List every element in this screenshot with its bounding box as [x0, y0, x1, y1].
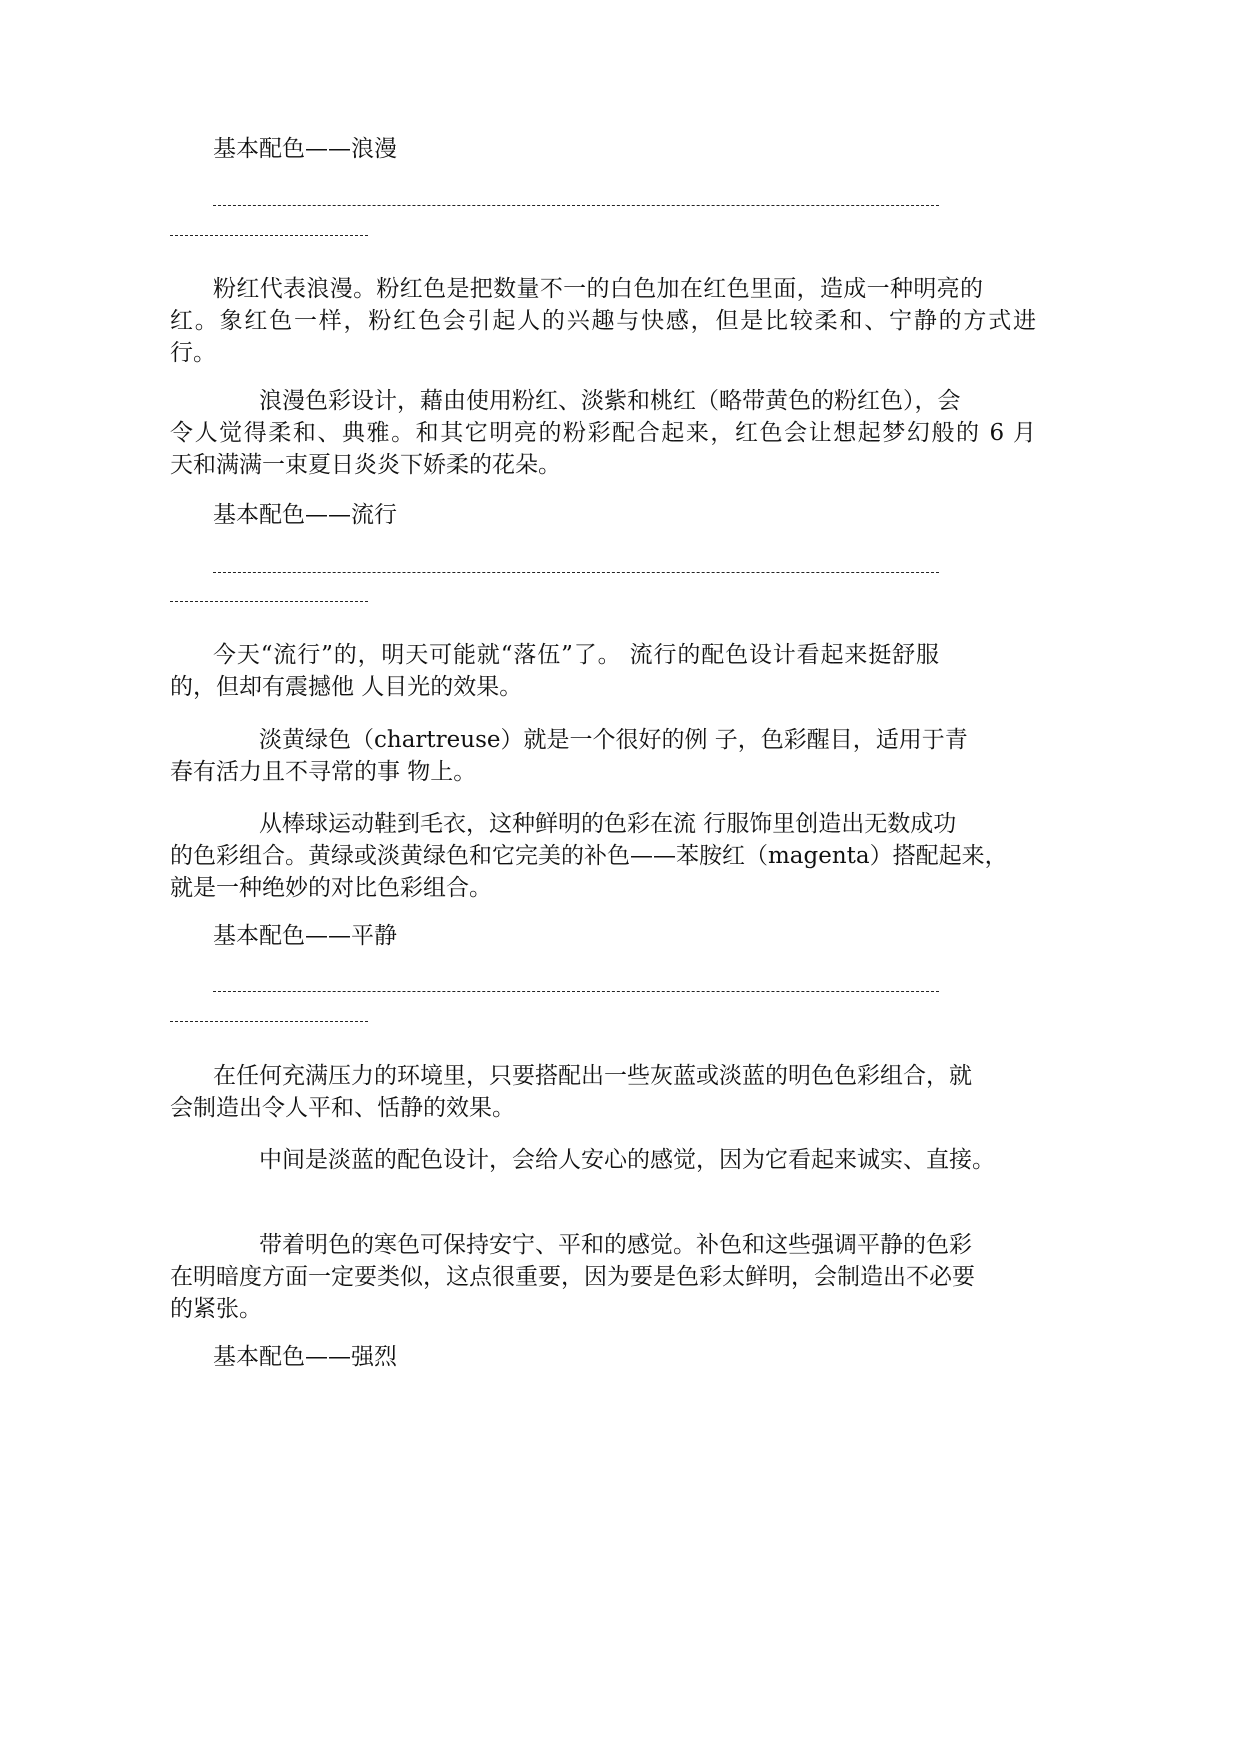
separator-long: [213, 205, 939, 206]
paragraph-line: 行。: [170, 340, 216, 366]
paragraph-line: 会制造出令人平和、恬静的效果。: [170, 1095, 515, 1121]
paragraph-line: 红。象红色一样，粉红色会引起人的兴趣与快感，但是比较柔和、宁静的方式进: [170, 308, 1036, 334]
section-heading-calm: 基本配色——平静: [213, 923, 397, 949]
paragraph-line: 淡黄绿色（chartreuse）就是一个很好的例 子，色彩醒目，适用于青: [259, 727, 968, 753]
paragraph-line: 今天“流行”的，明天可能就“落伍”了。 流行的配色设计看起来挺舒服: [213, 642, 939, 668]
paragraph-line: 带着明色的寒色可保持安宁、平和的感觉。补色和这些强调平静的色彩: [259, 1232, 972, 1258]
separator-long: [213, 572, 939, 573]
paragraph-line: 的，但却有震撼他 人目光的效果。: [170, 674, 523, 700]
section-heading-popular: 基本配色——流行: [213, 502, 397, 528]
paragraph-line: 春有活力且不寻常的事 物上。: [170, 759, 477, 785]
paragraph-line: 的色彩组合。黄绿或淡黄绿色和它完美的补色——苯胺红（magenta）搭配起来，: [170, 843, 1008, 869]
paragraph-line: 在明暗度方面一定要类似，这点很重要，因为要是色彩太鲜明，会制造出不必要: [170, 1264, 975, 1290]
paragraph-line: 从棒球运动鞋到毛衣，这种鲜明的色彩在流 行服饰里创造出无数成功: [259, 811, 957, 837]
paragraph-line: 在任何充满压力的环境里，只要搭配出一些灰蓝或淡蓝的明色色彩组合，就: [213, 1063, 972, 1089]
section-heading-romantic: 基本配色——浪漫: [213, 136, 397, 162]
paragraph-line: 的紧张。: [170, 1296, 262, 1322]
separator-short: [170, 1021, 368, 1022]
separator-long: [213, 991, 939, 992]
paragraph-line: 浪漫色彩设计，藉由使用粉红、淡紫和桃红（略带黄色的粉红色），会: [259, 388, 961, 414]
paragraph-line: 中间是淡蓝的配色设计，会给人安心的感觉，因为它看起来诚实、直接。: [259, 1147, 995, 1173]
paragraph-line: 粉红代表浪漫。粉红色是把数量不一的白色加在红色里面，造成一种明亮的: [213, 276, 983, 302]
paragraph-line: 令人觉得柔和、典雅。和其它明亮的粉彩配合起来，红色会让想起梦幻般的 6 月: [170, 420, 1036, 446]
separator-short: [170, 601, 368, 602]
paragraph-line: 就是一种绝妙的对比色彩组合。: [170, 875, 492, 901]
paragraph-line: 天和满满一束夏日炎炎下娇柔的花朵。: [170, 452, 561, 478]
separator-short: [170, 235, 368, 236]
section-heading-intense: 基本配色——强烈: [213, 1344, 397, 1370]
